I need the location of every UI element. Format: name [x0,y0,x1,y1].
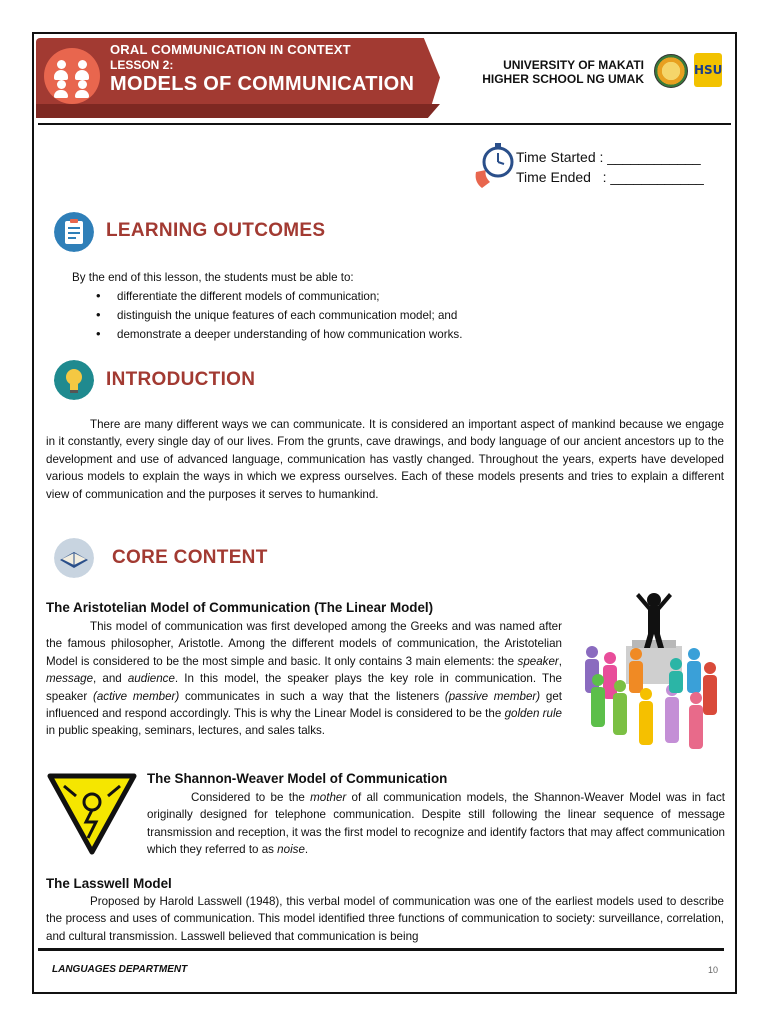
text-emphasis: audience [127,672,175,686]
header-title-block [110,42,414,96]
high-voltage-warning-icon [46,772,138,856]
introduction-text [46,416,724,503]
text-run: . [304,843,309,857]
text-run: Considered to be the [191,791,311,804]
checklist-icon [54,212,94,252]
list-item: • distinguish the unique features of each communication model; and [96,306,462,325]
list-item: • demonstrate a deeper understanding of how communication works. [96,325,462,344]
shannon-weaver-title: The Shannon-Weaver Model of Communication [147,771,448,786]
introduction-heading: INTRODUCTION [106,369,256,390]
outcomes-intro: By the end of this lesson, the students must be able to: [72,271,354,284]
introduction-paragraph: There are many different ways we can communicate. It is considered an important aspect of mankind because we engage in it constantly, every single day of our lives. From the grunts, cave drawings, and body language of our ancient ancestors up to the development and use of advanced language, communication has vastly changed. Throughout the years, experts have developed various models to explain the ways in which we express ourselves. Each of these models presents and tries to explain a different view of communication and the purposes it serves to humankind. [46,418,724,501]
footer-department: LANGUAGES DEPARTMENT [52,964,188,975]
aristotelian-text [46,618,562,740]
time-block [516,147,704,187]
lasswell-text [46,893,724,945]
book-icon [54,538,94,578]
text-run: . In this model, the speaker plays the key role in communication. The speaker [46,672,562,703]
hsu-badge-logo: HSU [694,53,722,87]
lasswell-paragraph: Proposed by Harold Lasswell (1948), this verbal model of communication was one of the earliest models used to describe the process and uses of communication. This model identified three functions of communication to society: surveillance, correlation, and cultural transmission. Lasswell believed that communication is being [46,895,724,943]
text-emphasis: noise [277,843,305,857]
time-started: Time Started : ____________ [516,149,701,165]
lasswell-title: The Lasswell Model [46,876,172,891]
text-emphasis: speaker [517,654,559,668]
learning-outcomes-heading: LEARNING OUTCOMES [106,220,326,241]
course-title: ORAL COMMUNICATION IN CONTEXT [110,42,351,57]
text-emphasis: message [46,672,94,686]
text-emphasis: (active member) [92,689,180,703]
page-title: MODELS OF COMMUNICATION [110,73,415,95]
aristotelian-title: The Aristotelian Model of Communication (The Linear Model) [46,600,434,615]
footer-rule [38,948,724,951]
core-content-heading: CORE CONTENT [112,547,268,568]
stopwatch-icon [474,142,514,190]
university-line-2: HIGHER SCHOOL NG UMAK [482,72,644,86]
time-ended: Time Ended : ____________ [516,169,704,185]
text-run: This model of communication was first developed among the Greeks and was named after the famous philosopher, Aristotle. Among the different models of communication, the Aristotelian Model is considered to be the most simple and basic. It only contains 3 main elements: the [46,620,562,668]
text-run: , [558,654,562,668]
text-run: in public speaking, seminars, lectures, and sales talks. [46,724,326,738]
page-number: 10 [707,965,718,975]
text-emphasis: mother [310,791,347,804]
text-emphasis: golden rule [504,707,562,721]
lightbulb-icon [54,360,94,400]
learning-outcomes-list [72,268,462,344]
text-emphasis: (passive member) [444,689,541,703]
shannon-weaver-text [147,789,725,859]
text-run: , and [93,672,128,686]
text-run: communicates in such a way that the listeners [179,689,445,703]
university-seal-icon [654,54,688,88]
header-banner-shadow [36,104,440,118]
lesson-label: LESSON 2: [110,58,174,72]
people-icon [44,48,100,104]
speaker-audience-illustration [576,590,728,754]
text-run: get influenced and respond accordingly. This is why the Linear Model is considered to be the [46,689,563,721]
list-item: • differentiate the different models of communication; [96,287,462,306]
header-rule [38,123,731,125]
text-run: of all communication models, the Shannon-Weaver Model was in fact originally designed for telephone communication. Despite still following the linear sequence of message transmission and reception, it was the first model to recognize and identify factors that may affect communication which they referred to as [147,791,725,857]
university-line-1: UNIVERSITY OF MAKATI [503,58,644,72]
university-name [482,58,644,86]
